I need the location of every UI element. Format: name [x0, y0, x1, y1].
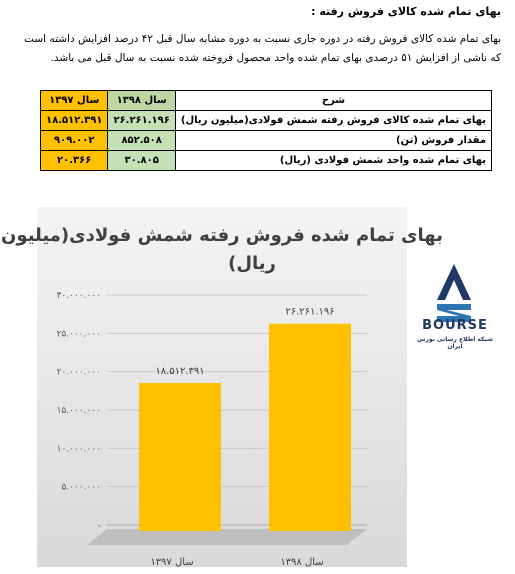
x-tick-label: سال ۱۳۹۸	[280, 557, 324, 568]
bar-chart	[1, 207, 443, 568]
y-tick-label: ۲۰.۰۰۰.۰۰۰	[56, 367, 101, 378]
row-label: مقدار فروش (تن)	[175, 131, 491, 151]
y-tick-label: -	[97, 521, 101, 531]
chart-title-line1: بهای تمام شده فروش رفته شمش فولادی(میلیون	[1, 225, 443, 246]
header-year-1398: سال ۱۳۹۸	[108, 91, 175, 111]
section-paragraph: بهای تمام شده کالای فروش رفته در دوره جاری نسبت به دوره مشابه سال قبل ۴۲ درصد افزایش داشته است که ناشی از افزایش ۵۱ درصدی بهای تمام شده واحد محصول فروخته شده نسبت به سال قبل می باشد.	[24, 33, 501, 64]
table-header-row	[41, 91, 492, 111]
section-heading: بهای تمام شده کالای فروش رفته :	[311, 5, 501, 18]
bar	[269, 324, 351, 531]
bar	[139, 383, 221, 531]
cell-1397: ۲۰.۳۶۶	[41, 151, 108, 171]
logo-subtitle: شبکه اطلاع رسانی بورس ایران	[417, 336, 493, 350]
bar-data-label: ۱۸.۵۱۲.۳۹۱	[155, 366, 205, 378]
logo-word: BOURSE	[422, 318, 488, 333]
cell-1398: ۸۵۲.۵۰۸	[108, 131, 175, 151]
table-row	[41, 151, 492, 171]
cell-1398: ۳۰.۸۰۵	[108, 151, 175, 171]
y-tick-label: ۱۵.۰۰۰.۰۰۰	[56, 406, 101, 416]
x-tick-label: سال ۱۳۹۷	[150, 557, 194, 568]
y-tick-label: ۱۰.۰۰۰.۰۰۰	[56, 444, 101, 455]
table-row	[41, 111, 492, 131]
table-row	[41, 131, 492, 151]
row-label: بهای تمام شده کالای فروش رفته شمش فولادی(میلیون ریال)	[175, 111, 491, 131]
y-tick-label: ۲۵.۰۰۰.۰۰۰	[56, 329, 101, 340]
chart-canvas	[1, 207, 443, 568]
cell-1398: ۲۶.۲۶۱.۱۹۶	[108, 111, 175, 131]
chart-floor	[87, 529, 367, 545]
bar-data-label: ۲۶.۲۶۱.۱۹۶	[285, 306, 335, 318]
chart-title-line2: ریال)	[228, 253, 276, 274]
y-tick-label: ۵.۰۰۰.۰۰۰	[61, 482, 101, 493]
cell-1397: ۹۰۹.۰۰۲	[41, 131, 108, 151]
cell-1397: ۱۸.۵۱۲.۳۹۱	[41, 111, 108, 131]
cost-table	[40, 90, 492, 171]
y-tick-label: ۳۰.۰۰۰.۰۰۰	[56, 291, 101, 301]
header-description: شرح	[175, 91, 491, 111]
header-year-1397: سال ۱۳۹۷	[41, 91, 108, 111]
row-label: بهای تمام شده واحد شمش فولادی (ریال)	[175, 151, 491, 171]
